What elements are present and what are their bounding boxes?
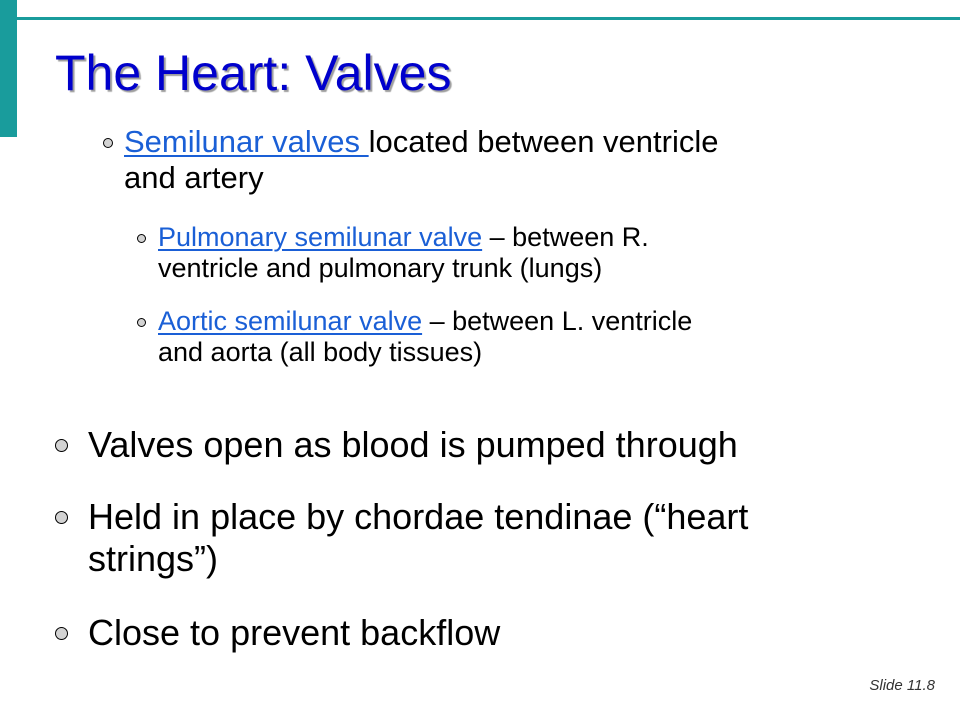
slide-number: Slide 11.8 xyxy=(869,677,935,694)
bullet-text-cont: and artery xyxy=(124,160,264,195)
main-point-close xyxy=(88,612,500,654)
accent-bar-vertical xyxy=(0,0,17,137)
main-point-text: Held in place by chordae tendinae (“heart xyxy=(88,496,749,537)
bullet-text: – between L. ventricle xyxy=(422,306,693,336)
main-point-valves-open xyxy=(88,424,738,466)
main-point-held-in-place xyxy=(88,496,748,580)
bullet-dot xyxy=(55,439,68,452)
bullet-semilunar xyxy=(124,124,718,196)
bullet-text-cont: and aorta (all body tissues) xyxy=(158,337,483,367)
bullet-text: located between ventricle xyxy=(368,124,719,159)
sub-bullet-aortic xyxy=(158,306,692,368)
accent-line-horizontal xyxy=(17,17,960,20)
sub-bullet-pulmonary xyxy=(158,222,649,284)
bullet-dot xyxy=(55,627,68,640)
slide-title: The Heart: Valves xyxy=(55,45,452,101)
bullet-dot xyxy=(55,511,68,524)
main-point-text: Close to prevent backflow xyxy=(88,612,501,653)
pulmonary-valve-link[interactable]: Pulmonary semilunar valve xyxy=(158,222,483,252)
semilunar-valves-link[interactable]: Semilunar valves xyxy=(124,124,369,159)
main-point-text-cont: strings”) xyxy=(88,538,219,579)
bullet-dot xyxy=(137,318,146,327)
bullet-dot xyxy=(137,234,146,243)
aortic-valve-link[interactable]: Aortic semilunar valve xyxy=(158,306,423,336)
bullet-text: – between R. xyxy=(482,222,649,252)
main-point-text: Valves open as blood is pumped through xyxy=(88,424,738,465)
bullet-text-cont: ventricle and pulmonary trunk (lungs) xyxy=(158,253,603,283)
bullet-dot xyxy=(103,138,113,148)
